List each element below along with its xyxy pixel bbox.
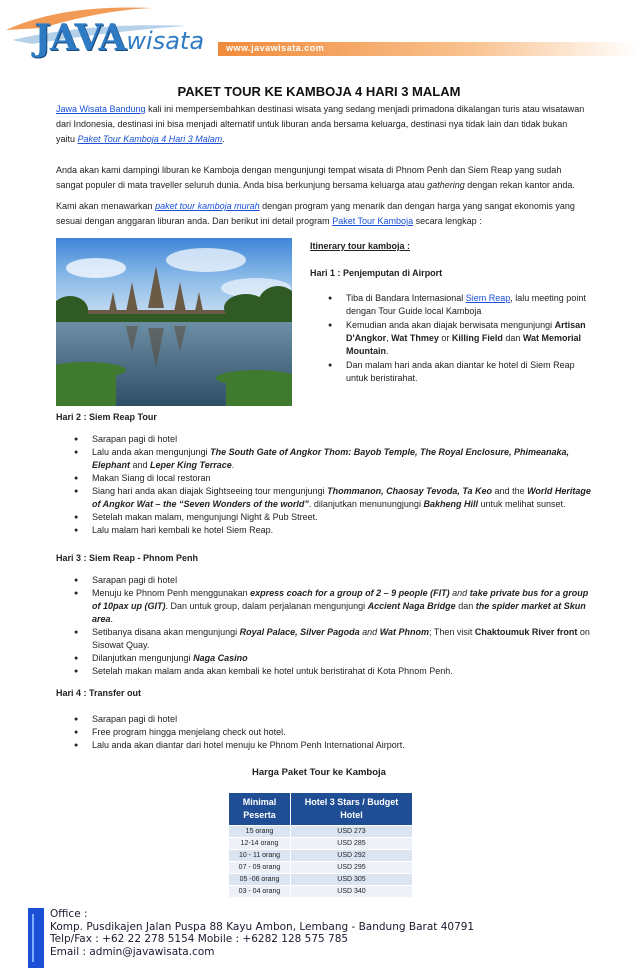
day-4-heading: Hari 4 : Transfer out <box>56 688 142 698</box>
table-row: 03 - 04 orang USD 340 <box>229 886 413 898</box>
list-item: ● Sarapan pagi di hotel <box>74 574 594 587</box>
footer-accent-bar <box>28 908 44 968</box>
day-4-list <box>74 713 594 752</box>
table-row: 12-14 orang USD 285 <box>229 838 413 850</box>
site-logo[interactable] <box>34 14 204 58</box>
page-title: PAKET TOUR KE KAMBOJA 4 HARI 3 MALAM <box>177 84 461 99</box>
day-3-list <box>74 574 594 678</box>
day-1-heading: Hari 1 : Penjemputan di Airport <box>310 268 443 278</box>
link-jawa-wisata-bandung[interactable]: Jawa Wisata Bandung <box>56 104 146 114</box>
footer-contact <box>50 908 474 958</box>
list-item: ● Siang hari anda akan diajak Sightseeing tour mengunjungi Thommanon, Chaosay Tevoda, Ta Keo and the World Heritage of Angkor Wat – the “Seven Wonders of the world”. dilanjutkan menunungjungi Bakheng Hill untuk melihat sunset. <box>74 485 594 511</box>
column-header-hotel: Hotel 3 Stars / Budget Hotel <box>291 793 413 826</box>
table-row: 07 - 09 orang USD 295 <box>229 862 413 874</box>
list-item: ● Makan Siang di local restoran <box>74 472 594 485</box>
list-item: ● Free program hingga menjelang check out hotel. <box>74 726 594 739</box>
day-3-heading: Hari 3 : Siem Reap - Phnom Penh <box>56 553 199 563</box>
table-row: 05 -06 orang USD 305 <box>229 874 413 886</box>
list-item: ● Dilanjutkan mengunjungi Naga Casino <box>74 652 594 665</box>
day-1-list <box>328 292 588 386</box>
site-url[interactable]: www.javawisata.com <box>226 43 325 53</box>
list-item: ● Dan malam hari anda akan diantar ke hotel di Siem Reap untuk beristirahat. <box>328 359 588 385</box>
list-item: ● Kemudian anda akan diajak berwisata mengunjungi Artisan D'Angkor, Wat Thmey or Killing Field dan Wat Memorial Mountain. <box>328 319 588 358</box>
footer-address: Komp. Pusdikajen Jalan Puspa 88 Kayu Ambon, Lembang - Bandung Barat 40791 <box>50 920 475 933</box>
intro-paragraph-3: Kami akan menawarkan paket tour kamboja murah dengan program yang menarik dan dengan harga yang sangat ekonomis yang sesuai dengan anggaran liburan anda. Dan berikut ini detail program Paket Tour Kamboja secara lengkap : <box>56 201 575 226</box>
link-paket-tour-kamboja-murah[interactable]: paket tour kamboja murah <box>155 201 260 211</box>
logo-java-text: JAVA <box>34 17 126 59</box>
intro-paragraph-1: Jawa Wisata Bandung kali ini mempersembahkan destinasi wisata yang sedang menjadi primadona dikalangan turis atau wisatawan dari Indonesia, destinasi ini bisa menjadi alternatif untuk liburan anda bersama keluarga, destinasi nya tidak lain dan tidak bukan yaitu Paket Tour Kamboja 4 Hari 3 Malam. <box>56 104 585 144</box>
list-item: ● Lalu anda akan mengunjungi The South Gate of Angkor Thom: Bayob Temple, The Royal Enclosure, Phimeanaka, Elephant and Leper King Terrace. <box>74 446 594 472</box>
list-item: ● Setelah makan malam, mengunjungi Night & Pub Street. <box>74 511 594 524</box>
page-header <box>0 0 638 70</box>
url-banner <box>218 42 638 56</box>
day-2-heading: Hari 2 : Siem Reap Tour <box>56 412 157 422</box>
intro-paragraph-2: Anda akan kami dampingi liburan ke Kamboja dengan mengunjungi tempat wisata di Phnom Penh dan Siem Reap yang sudah sangat populer di mata traveller seluruh dunia. Anda bisa berkunjung bersama keluarga atau gathering dengan rekan kantor anda. <box>56 165 575 190</box>
footer-phone: Telp/Fax : +62 22 278 5154 Mobile : +6282 128 575 785 <box>50 933 349 945</box>
table-row: 15 orang USD 273 <box>229 826 413 838</box>
list-item: ● Tiba di Bandara Internasional Siem Reap, lalu meeting point dengan Tour Guide local Kamboja <box>328 292 588 318</box>
link-paket-tour-kamboja[interactable]: Paket Tour Kamboja <box>332 216 414 226</box>
link-siem-reap[interactable]: Siem Reap <box>465 293 511 303</box>
day-2-list <box>74 433 594 537</box>
angkor-wat-photo <box>56 238 292 406</box>
column-header-minimal-peserta: Minimal Peserta <box>229 793 291 826</box>
list-item: ● Setibanya disana akan mengunjungi Royal Palace, Silver Pagoda and Wat Phnom; Then visit Chaktoumuk River front on Sisowat Quay. <box>74 626 594 652</box>
page-footer <box>28 908 628 968</box>
link-paket-tour-kamboja-4h3m[interactable]: Paket Tour Kamboja 4 Hari 3 Malam <box>77 134 223 144</box>
list-item: ● Menuju ke Phnom Penh menggunakan express coach for a group of 2 – 9 people (FIT) and take private bus for a group of 10pax up (GIT). Dan untuk group, dalam perjalanan mengunjungi Accient Naga Bridge dan the spider market at Skun area. <box>74 587 594 626</box>
list-item: ● Lalu malam hari kembali ke hotel Siem Reap. <box>74 524 594 537</box>
list-item: ● Sarapan pagi di hotel <box>74 713 594 726</box>
logo-wisata-text: wisata <box>126 27 205 55</box>
itinerary-title: Itinerary tour kamboja : <box>310 241 411 251</box>
footer-email[interactable]: Email : admin@javawisata.com <box>50 945 215 958</box>
price-table-title: Harga Paket Tour ke Kamboja <box>252 767 386 778</box>
table-row: 10 - 11 orang USD 292 <box>229 850 413 862</box>
price-table <box>228 792 413 898</box>
footer-office-label: Office : <box>50 908 88 920</box>
list-item: ● Sarapan pagi di hotel <box>74 433 594 446</box>
list-item: ● Setelah makan malam anda akan kembali ke hotel untuk beristirahat di Kota Phnom Penh. <box>74 665 594 678</box>
list-item: ● Lalu anda akan diantar dari hotel menuju ke Phnom Penh International Airport. <box>74 739 594 752</box>
